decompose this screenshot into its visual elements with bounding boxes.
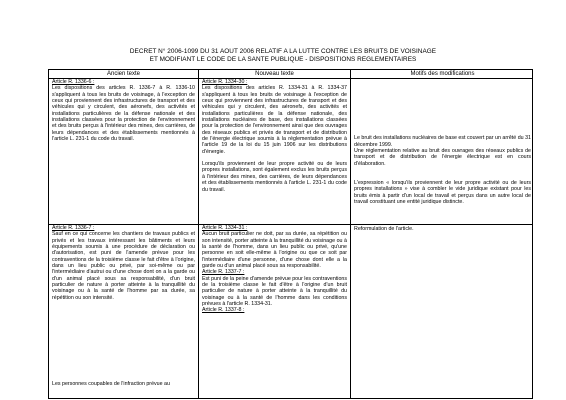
motif-text: Reformulation de l'article. [354, 226, 414, 232]
row-2-new-cell [202, 225, 347, 314]
title-line-1: DECRET N° 2006-1099 DU 31 AOUT 2006 RELATIF A LA LUTTE CONTRE LES BRUITS DE VOISINAGE [129, 48, 437, 55]
article-text: Aucun bruit particulier ne doit, par sa durée, sa répétition ou son intensité, porter atteinte à la tranquillité du voisinage ou à la santé de l'homme, dans un lieu public ou privé, qu'une personne en soit elle-même à l'origine ou que ce soit par l'intermédiaire d'une personne, d'une chose dont elle a la garde ou d'un animal placé sous sa responsabilité. [202, 231, 347, 270]
motif-text: L'expression « lorsqu'ils proviennent de leur propre activité ou de leurs propres installations » vise à combler le vide juridique existant pour les bruits émis à partir d'un local de travail et perçus dans un autre local de travail constituant une entité juridique distincte. [354, 180, 531, 206]
column-divider [350, 70, 351, 398]
article-text: Les dispositions des articles R. 1334-31 à R. 1334-37 s'appliquent à tous les bruits de voisinage à l'exception de ceux qui proviennent des infrastructures de transport et des véhicules qui y circulent, des aéronefs, des activités et installations particulières de la défense nationale, des installations nucléaires de base, des installations classées pour la protection de l'environnement ainsi que des ouvrages des réseaux publics et privés de transport et de distribution de l'énergie électrique soumis à la réglementation prévue à l'article 19 de la loi du 15 juin 1906 sur les distributions d'énergie. [202, 85, 347, 155]
row-1-new-cell [202, 79, 347, 193]
row-1-old-cell [52, 79, 195, 142]
row-1-motif-cell [354, 129, 531, 173]
article-text: Sauf en ce qui concerne les chantiers de travaux publics et privés et les travaux intéressant les bâtiments et leurs équipements soumis à une procédure de déclaration ou d'autorisation, est puni de l'amende prévue pour les contraventions de la troisième classe le fait d'être à l'origine, dans un lieu public ou privé, par soi-même ou par l'intermédiaire d'autrui ou d'une chose dont on a la garde ou d'un animal placé sous sa responsabilité, d'un bruit particulier de nature à porter atteinte à la tranquillité du voisinage ou à la santé de l'homme par sa durée, sa répétition ou son intensité. [52, 231, 195, 301]
article-heading: Article R. 1337-7 : [202, 269, 245, 276]
article-heading: Article R. 1337-8 : [202, 307, 245, 314]
comparison-table [48, 69, 533, 399]
header-new-text: Nouveau texte [255, 71, 294, 77]
header-old-text: Ancien texte [106, 71, 141, 77]
article-heading: Article R. 1336-7 : [52, 225, 95, 231]
article-text: Les personnes coupables de l'infraction prévue au [52, 381, 170, 387]
motif-text: Le bruit des installations nucléaires de base est couvert par un arrêté du 31 décembre 1999. Une réglementation relative au bruit des ouvrages des réseaux publics de transport et de distribution de l'énergie électrique est en cours d'élaboration. [354, 135, 531, 167]
column-divider [198, 70, 199, 398]
row-2-old-cell [52, 225, 195, 301]
article-text: Lorsqu'ils proviennent de leur propre activité ou de leurs propres installations, sont également exclus les bruits perçus à l'intérieur des mines, des carrières, de leurs dépendances et des établissements mentionnés à l'article L. 231-1 du code du travail. [202, 161, 347, 193]
document-title [0, 48, 566, 64]
row-2-motif-cell [354, 226, 531, 232]
article-heading: Article R. 1336-6 : [52, 79, 95, 85]
row-1-motif-cell-2 [354, 180, 531, 205]
row-2-old-cell-cont [52, 381, 195, 387]
article-heading: Article R. 1334-31 : [202, 225, 248, 231]
article-heading: Article R. 1334-30 : [202, 79, 248, 85]
article-text: Est puni de la peine d'amende prévue pour les contraventions de la troisième classe le fait d'être à l'origine d'un bruit particulier de nature à porter atteinte à la tranquillité du voisinage ou à la santé de l'homme dans les conditions prévues à l'article R. 1334-31. [202, 275, 348, 308]
title-line-2: ET MODIFIANT LE CODE DE LA SANTE PUBLIQUE - DISPOSITIONS REGLEMENTAIRES [149, 55, 417, 63]
article-text: Les dispositions des articles R. 1336-7 à R. 1336-10 s'appliquent à tous les bruits de voisinage, à l'exception de ceux qui proviennent des infrastructures de transport et des véhicules qui y circulent, des aéronefs, des activités et installations particulières de la défense nationale et des installations classées pour la protection de l'environnement et des bruits perçus à l'intérieur des mines, des carrières, de leurs dépendances et des établissements mentionnés à l'article L. 231-1 du code du travail. [52, 85, 195, 143]
header-motifs: Motifs des modifications [410, 71, 475, 77]
